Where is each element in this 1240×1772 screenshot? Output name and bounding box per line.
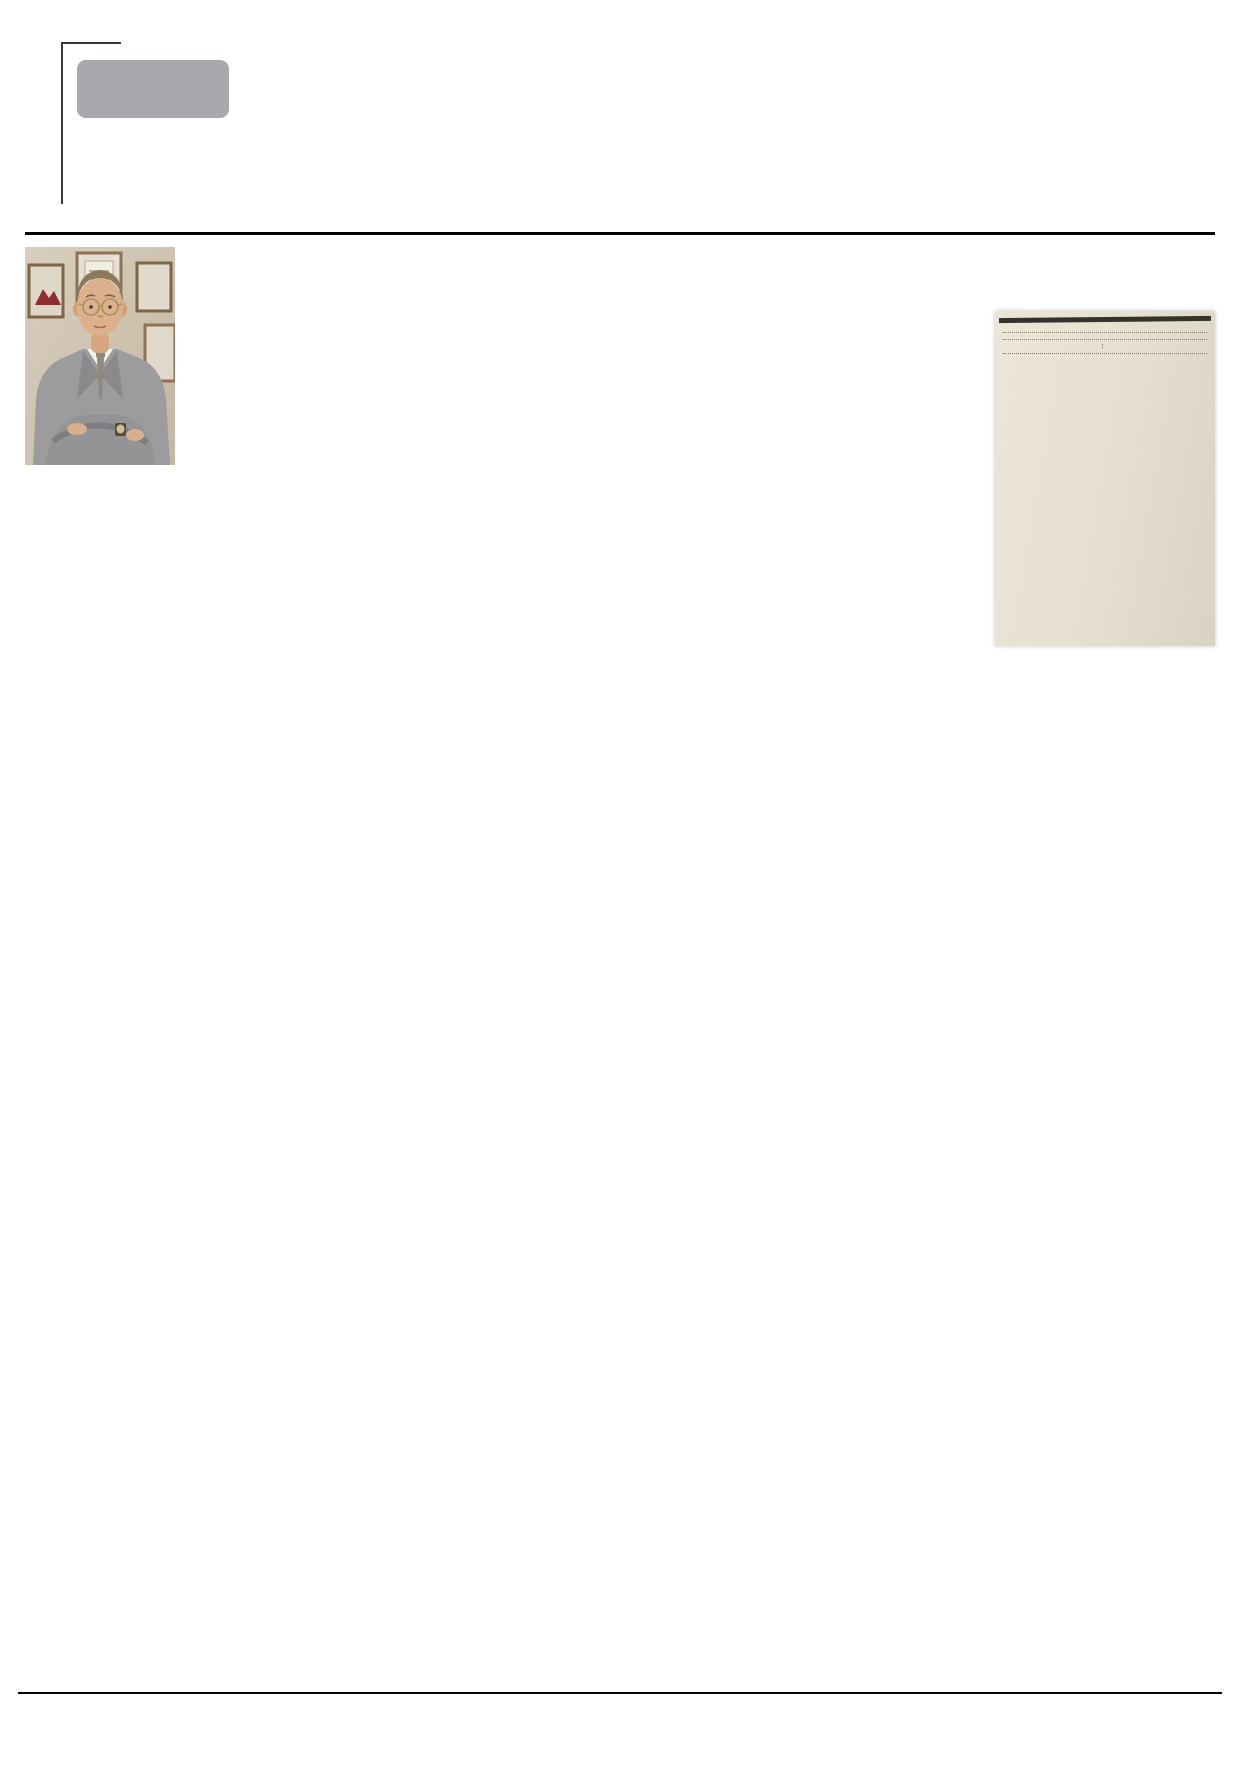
clipping-top-edge (999, 316, 1211, 323)
legend-income (1102, 344, 1207, 349)
content-columns (0, 235, 1240, 652)
chart-clipping (995, 311, 1215, 646)
opinion-meta (189, 247, 597, 465)
income-line-swatch (1187, 344, 1207, 349)
masthead (0, 0, 1240, 232)
salary-line-swatch (1003, 344, 1023, 349)
portrait-photo (25, 247, 175, 465)
current-info-column (623, 235, 1215, 652)
footer-divider (18, 1692, 1222, 1694)
opinion-column (25, 235, 597, 652)
section-title-current-info (623, 243, 1215, 295)
opinion-header (25, 247, 597, 465)
mes-logo (77, 60, 229, 118)
chart-legend (1003, 340, 1207, 354)
salary-income-chart (1003, 356, 1191, 638)
newsletter-title (330, 18, 770, 22)
chart-source (1003, 332, 1207, 340)
legend-salary (1003, 344, 1102, 349)
page-footer (0, 1692, 1240, 1704)
